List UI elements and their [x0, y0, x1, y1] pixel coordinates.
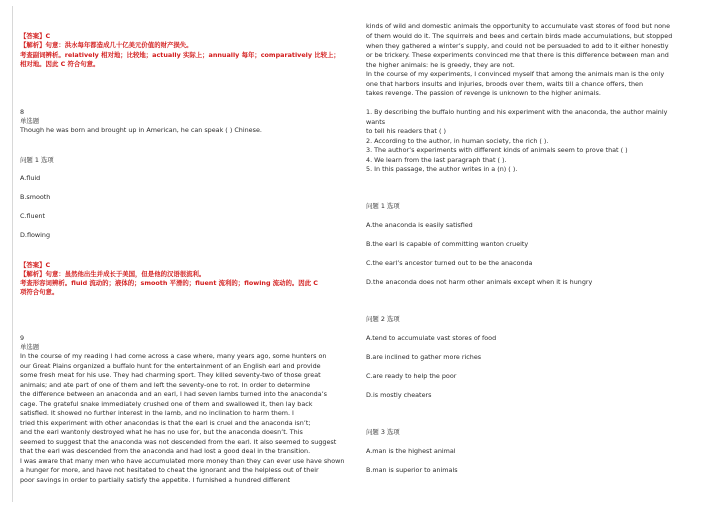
explanation-text: 【解析】句意：虽然他出生并成长于美国，但是他的汉语很流利。	[20, 270, 206, 278]
question-item: 1. By describing the buffalo hunting and his experiment with the anaconda, the author mainly	[366, 108, 668, 116]
page-edge	[12, 6, 13, 502]
option-a[interactable]: A.the anaconda is easily satisfied	[366, 221, 473, 229]
explanation-text: 【解析】句意：洪水每年都造成几十亿美元价值的财产损失。	[20, 41, 193, 49]
passage-line: poor savings in order to partially satisfy the appetite. I furnished a hundred different	[20, 475, 291, 484]
passage-line: some fresh meat for his use. They had charming sport. They killed seventy-two of those great	[20, 371, 321, 379]
options-header: 问题 2 选项	[366, 315, 400, 323]
option-a[interactable]: A.man is the highest animal	[366, 447, 456, 455]
answer-label: 【答案】C	[20, 32, 51, 40]
question-item: 3. The author’s experiments with different kinds of animals seem to prove that ( )	[366, 146, 628, 154]
option-b[interactable]: B.the earl is capable of committing wanton cruelty	[366, 240, 529, 248]
question-stem: Though he was born and brought up in American, he can speak ( ) Chinese.	[20, 126, 262, 134]
option-d[interactable]: D.flowing	[20, 231, 50, 239]
option-c[interactable]: C.fluent	[20, 212, 46, 220]
passage-line: or be trickery. These experiments convinced me that there is this difference between man and	[366, 51, 669, 59]
passage-line: our Great Plains organized a buffalo hunt for the entertainment of an English earl and provide	[20, 361, 321, 370]
passage-line: takes revenge. The passion of revenge is unknown to the higher animals.	[366, 89, 601, 97]
passage-line: seemed to suggest that the anaconda was not descended from the earl. It also seemed to suggest	[20, 437, 337, 446]
options-header: 问题 3 选项	[366, 428, 400, 436]
passage-line: when they gathered a winter’s supply, and could not be persuaded to add to it either honestly	[366, 42, 669, 50]
passage-line: I was aware that many men who have accumulated more money than they can ever use have shown	[20, 456, 345, 465]
question-item: 2. According to the author, in human society, the rich ( ).	[366, 137, 549, 145]
option-b[interactable]: B.are inclined to gather more riches	[366, 353, 482, 361]
option-d[interactable]: D.is mostly cheaters	[366, 391, 432, 399]
passage-line: and the earl wantonly destroyed what he has no use for, but the anaconda doesn’t. This	[20, 428, 303, 436]
option-b[interactable]: B.man is superior to animals	[366, 466, 458, 474]
passage-line: the higher animals: he is greedy, they are not.	[366, 61, 515, 69]
explanation-text: 项符合句意。	[20, 288, 59, 296]
question-number: 9	[20, 334, 25, 342]
passage-line: a hunger for more, and have not hesitated to cheat the ignorant and the helpless out of their	[20, 466, 319, 474]
option-d[interactable]: D.the anaconda does not harm other animals except when it is hungry	[366, 278, 593, 286]
passage-line: of them would do it. The squirrels and bees and certain birds made accumulations, but stopped	[366, 32, 673, 40]
question-type: 单选题	[20, 343, 40, 351]
options-header: 问题 1 选项	[20, 156, 54, 164]
option-a[interactable]: A.fluid	[20, 174, 41, 182]
passage-line: In the course of my experiments, I convinced myself that among the animals man is the only	[366, 70, 665, 78]
passage-line: satisfied. It showed no further interest in the lamb, and no inclination to harm them. I	[20, 409, 294, 417]
question-item: 4. We learn from the last paragraph that ( ).	[366, 156, 507, 164]
question-item: wants	[366, 118, 386, 126]
question-item: to tell his readers that ( )	[366, 127, 446, 135]
passage-line: one that harbors insults and injuries, broods over them, waits till a chance offers, then	[366, 80, 644, 88]
passage-line: animals; and ate part of one of them and left the seventy-one to rot. In order to determine	[20, 380, 311, 389]
option-c[interactable]: C.are ready to help the poor	[366, 372, 457, 380]
passage-line: tried this experiment with other anacondas is that the earl is cruel and the anaconda isn’t;	[20, 418, 311, 427]
question-number: 8	[20, 108, 25, 116]
explanation-text: 考查副词辨析。relatively 相对地；比较地；actually 实际上；annually 每年；comparatively 比较上；	[20, 51, 340, 59]
passage-line: In the course of my reading I had come across a case where, many years ago, some hunters on	[20, 352, 327, 360]
options-header: 问题 1 选项	[366, 202, 400, 210]
question-type: 单选题	[20, 117, 40, 125]
question-item: 5. In this passage, the author writes in a (n) ( ).	[366, 165, 518, 173]
option-c[interactable]: C.the earl’s ancestor turned out to be the anaconda	[366, 259, 533, 267]
passage-line: the difference between an anaconda and an earl, I had seven lambs turned into the anaconda’s	[20, 390, 328, 398]
option-b[interactable]: B.smooth	[20, 193, 51, 201]
explanation-text: 考查形容词辨析。fluid 流动的；液体的；smooth 平滑的；fluent 流利的；flowing 流动的。因此 C	[20, 279, 319, 287]
explanation-text: 相对地。因此 C 符合句意。	[20, 60, 100, 68]
answer-label: 【答案】C	[20, 261, 51, 269]
passage-line: cage. The grateful snake immediately crushed one of them and swallowed it, then lay back	[20, 399, 313, 408]
passage-line: kinds of wild and domestic animals the opportunity to accumulate vast stores of food but none	[366, 22, 671, 30]
passage-line: that the earl was descended from the anaconda and had lost a good deal in the transition.	[20, 447, 311, 455]
option-a[interactable]: A.tend to accumulate vast stores of food	[366, 334, 497, 342]
